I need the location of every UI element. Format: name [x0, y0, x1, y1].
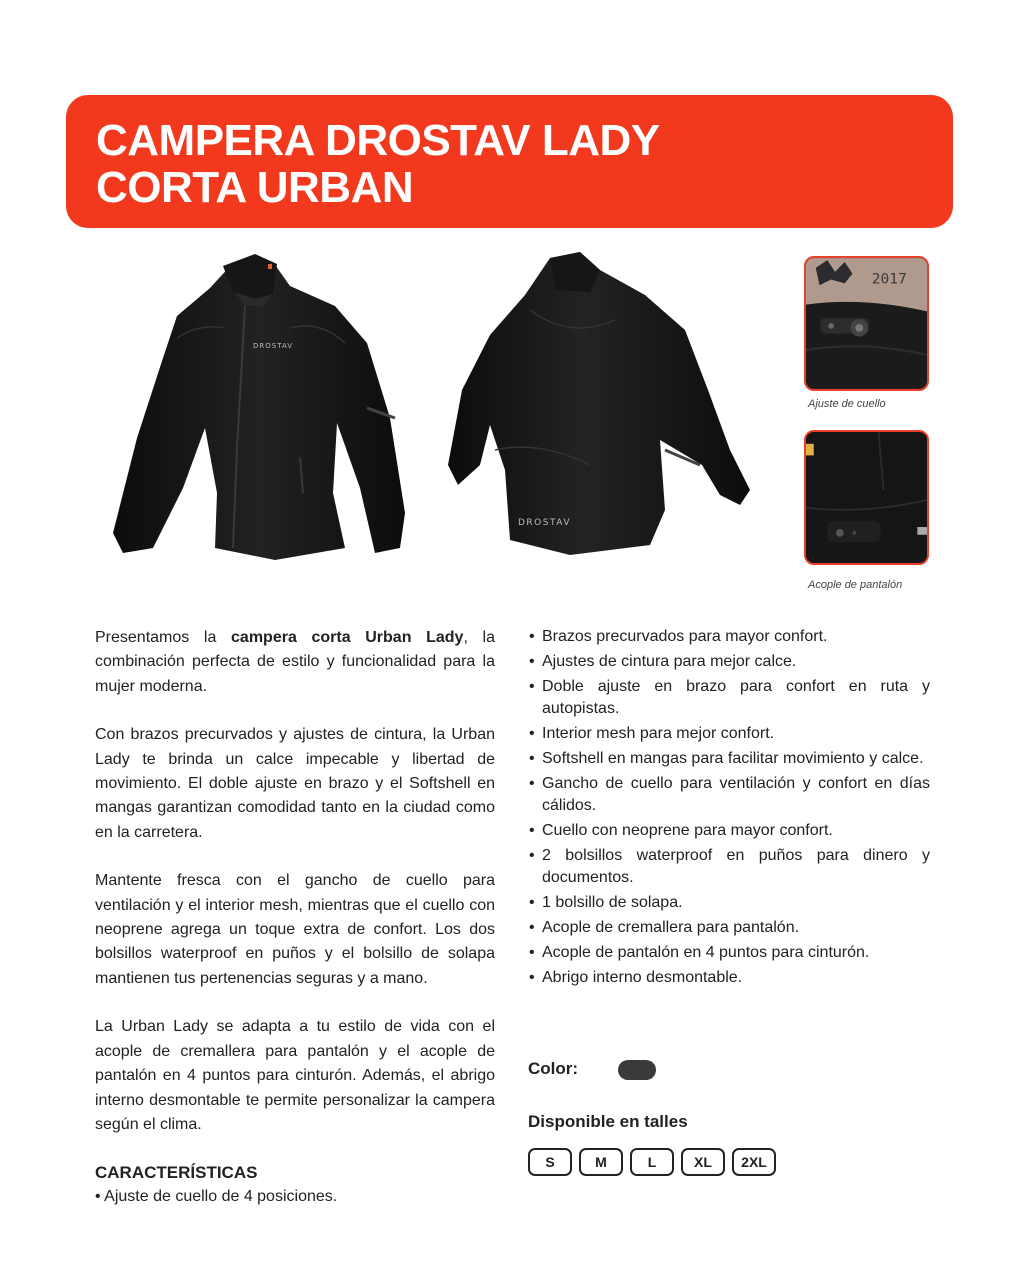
collar-detail-photo: [806, 258, 927, 389]
title-banner: [66, 95, 953, 228]
p1-rest: , la combinación perfecta de estilo y funcionalidad para la mujer moderna.: [95, 629, 496, 695]
collar-caption: Ajuste de cuello: [808, 398, 886, 410]
color-label: Color:: [528, 1059, 579, 1078]
feature-item: • Brazos precurvados para mayor confort.: [528, 626, 930, 648]
feature-item: • Abrigo interno desmontable.: [528, 967, 930, 989]
collar-detail-image: [804, 256, 929, 391]
product-title: [96, 117, 660, 211]
feature-item: • Gancho de cuello para ventilación y confort en días cálidos.: [528, 773, 930, 817]
jacket-front-image: [105, 248, 410, 583]
feature-item: • 2 bolsillos waterproof en puños para dinero y documentos.: [528, 845, 930, 889]
jacket-back-image: [440, 250, 760, 560]
feature-item: • Cuello con neoprene para mayor confort.: [528, 820, 930, 842]
tattoo-text: 2017: [871, 271, 907, 288]
back-logo: DROSTAV: [518, 518, 572, 528]
features-list: [528, 626, 930, 989]
color-row: [528, 1057, 578, 1083]
description-paragraph-4: La Urban Lady se adapta a tu estilo de vida con el acople de cremallera para pantalón y el acople de pantalón en 4 puntos para cinturón. Además, el abrigo interno desmontable te permite personalizar la campera según el clima.: [95, 1018, 495, 1133]
feature-item: • Doble ajuste en brazo para confort en ruta y autopistas.: [528, 676, 930, 720]
description-paragraph-2: Con brazos precurvados y ajustes de cintura, la Urban Lady te brinda un calce impecable y libertad de movimiento. El doble ajuste en brazo y el Softshell en mangas garantizan comodidad tanto en la ciudad como en la carretera.: [95, 726, 495, 841]
size-option-2xl[interactable]: 2XL: [732, 1148, 776, 1176]
feature-item: • Acople de pantalón en 4 puntos para cinturón.: [528, 942, 930, 964]
description-paragraph-1: [95, 626, 495, 699]
feature-item-first: • Ajuste de cuello de 4 posiciones.: [95, 1188, 338, 1206]
description-column: [95, 626, 495, 1209]
size-option-s[interactable]: S: [528, 1148, 572, 1176]
features-heading: CARACTERÍSTICAS: [95, 1163, 258, 1183]
feature-item: • Acople de cremallera para pantalón.: [528, 917, 930, 939]
size-option-l[interactable]: L: [630, 1148, 674, 1176]
title-line-1: CAMPERA DROSTAV LADY: [96, 116, 660, 165]
size-options: [528, 1148, 776, 1176]
features-column: [528, 626, 930, 992]
feature-item: • Ajustes de cintura para mejor calce.: [528, 651, 930, 673]
p1-intro: Presentamos la: [95, 629, 232, 646]
feature-item: • 1 bolsillo de solapa.: [528, 892, 930, 914]
front-logo: DROSTAV: [253, 342, 294, 350]
description-paragraph-3: Mantente fresca con el gancho de cuello para ventilación y el interior mesh, mientras que el cuello con neoprene agrega un toque extra de confort. Los dos bolsillos waterproof en puños y el bolsillo de solapa mantienen tus pertenencias seguras y a mano.: [95, 872, 495, 987]
p1-product-name: campera corta Urban Lady: [231, 629, 464, 646]
feature-item: • Softshell en mangas para facilitar movimiento y calce.: [528, 748, 930, 770]
color-swatch-black[interactable]: [618, 1060, 656, 1080]
size-option-xl[interactable]: XL: [681, 1148, 725, 1176]
pants-coupling-detail-image: [804, 430, 929, 565]
title-line-2: CORTA URBAN: [96, 163, 414, 212]
size-option-m[interactable]: M: [579, 1148, 623, 1176]
feature-item: • Interior mesh para mejor confort.: [528, 723, 930, 745]
pants-coupling-caption: Acople de pantalón: [808, 579, 903, 591]
pants-coupling-photo: [806, 432, 927, 563]
sizes-heading: Disponible en talles: [528, 1112, 688, 1131]
